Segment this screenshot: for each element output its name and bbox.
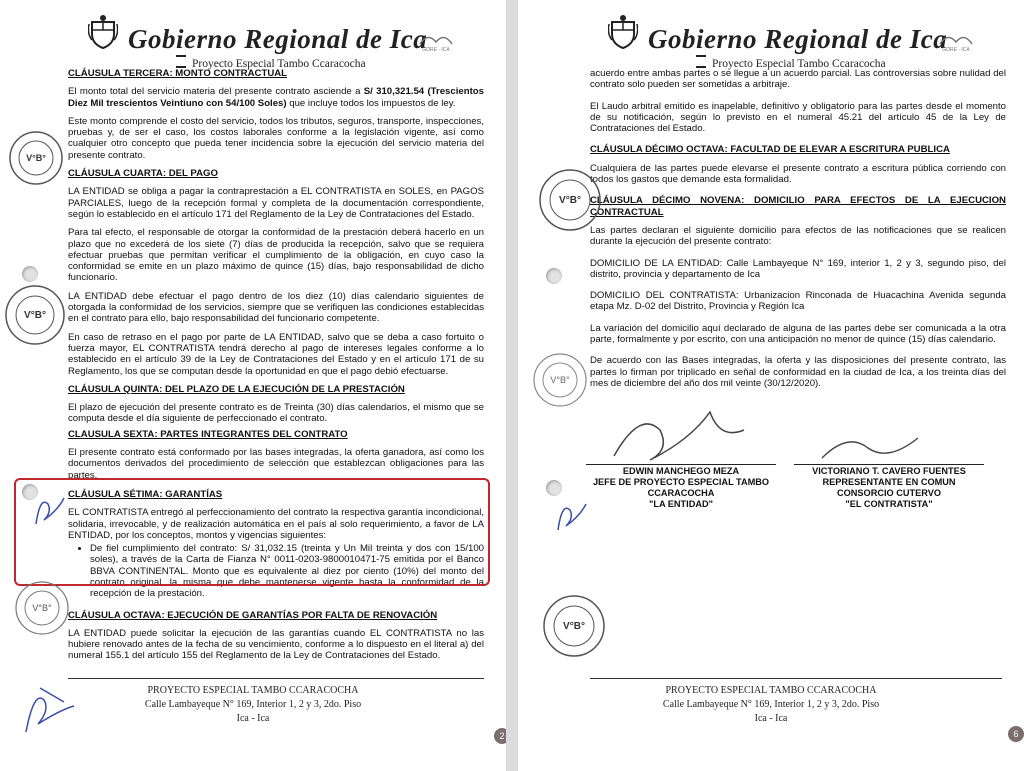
paragraph: El presente contrato está conformado por las bases integradas, la oferta ganadora, así como los documentos derivados del procedimiento de selección que establezcan obligaciones para las partes.	[68, 447, 484, 481]
list-item: • De fiel cumplimiento del contrato: S/ 31,032.15 (treinta y Un Mil treinta y dos con 15/100 soles), a través de la Carta de Fianza N° 0011-0203-9800010471-75 emitida por el Banco BBVA CONTINENTAL. Monto que es equivalente al diez por ciento (10%) del monto del contrato original, la misma que debe mantenerse vigente hasta la conformidad de la recepción de la prestación.	[90, 543, 484, 599]
footer-line: PROYECTO ESPECIAL TAMBO CCARACOCHA	[665, 685, 877, 696]
signer-name: EDWIN MANCHEGO MEZA	[622, 466, 740, 476]
signature-line	[586, 464, 776, 465]
vobo-text: V°B°	[550, 375, 570, 385]
paragraph: DOMICILIO DE LA ENTIDAD: Calle Lambayeque N° 169, interior 1, 2 y 3, segundo piso, del distrito, provincia y departamento de Ica	[590, 257, 1006, 280]
footer-line: Calle Lambayeque N° 169, Interior 1, 2 y 3, 2do. Piso	[144, 699, 362, 710]
signer-party: "LA ENTIDAD"	[648, 499, 713, 509]
header-title: Gobierno Regional de Ica	[128, 24, 428, 54]
page-header	[518, 10, 1024, 70]
paragraph: EL CONTRATISTA entregó al perfeccionamiento del contrato la respectiva garantía incondicional, solidaria, irrevocable, y de realización automática en el país al solo requerimiento, a favor de LA ENTIDAD, por los conceptos, montos y vigencias siguientes:	[68, 507, 484, 541]
official-seal-stamp-icon	[538, 168, 602, 232]
amount-text: S/ 310,321.54 (Trescientos Diez Mil trescientos Veintiuno con 54/100 Soles)	[68, 86, 484, 109]
heading-clausula-decimo-novena: CLÁUSULA DÉCIMO NOVENA: DOMICILIO PARA EFECTOS DE LA EJECUCION CONTRACTUAL	[590, 195, 1006, 218]
header-subtitle-text: Proyecto Especial Tambo Ccaracocha	[192, 58, 366, 70]
paragraph: De acuerdo con las Bases integradas, la oferta y las disposiciones del presente contrato, las partes lo firman por triplicado en señal de conformidad en la ciudad de Ica, a los treinta días del mes de diciembre del año dos mil veinte (30/12/2020).	[590, 355, 1006, 389]
page-header	[0, 10, 506, 70]
peru-coat-of-arms-icon	[608, 14, 638, 50]
heading-clausula-tercera: CLÁUSULA TERCERA: MONTO CONTRACTUAL	[68, 68, 288, 79]
paragraph: DOMICILIO DEL CONTRATISTA: Urbanizacion Rinconada de Huacachina Avenida segunda etapa Mz. D-02 del Distrito, Provincia y Región Ica	[590, 290, 1006, 313]
header-title: Gobierno Regional de Ica	[648, 24, 948, 54]
signer-block-contratista	[794, 464, 984, 510]
header-subtitle-text: Proyecto Especial Tambo Ccaracocha	[712, 58, 886, 70]
svg-text:GORE · ICA: GORE · ICA	[422, 47, 450, 52]
paragraph: El Laudo arbitral emitido es inapelable, definitivo y obligatorio para las partes desde el momento de su notificación, según lo previsto en el numeral 45.21 del artículo 45 de la Ley de Contrataciones del Estado.	[590, 100, 1006, 135]
heading-clausula-octava: CLÁUSULA OCTAVA: EJECUCIÓN DE GARANTÍAS POR FALTA DE RENOVACIÓN	[68, 609, 438, 621]
signer-role: JEFE DE PROYECTO ESPECIAL TAMBO	[592, 477, 770, 487]
region-logo-icon	[938, 30, 974, 52]
footer-rule	[590, 678, 1002, 679]
paragraph: El plazo de ejecución del presente contrato es de Treinta (30) días calendarios, el mismo que se computa desde el día siguiente de perfeccionado el contrato.	[68, 402, 484, 425]
heading-clausula-cuarta: CLÁUSULA CUARTA: DEL PAGO	[68, 168, 218, 180]
paragraph: Para tal efecto, el responsable de otorgar la conformidad de la prestación deberá hacerlo en un plazo que no excederá de los siete (7) días de producida la recepción, salvo que se requiera efectuar pruebas que permitan verificar el cumplimiento de la obligación, en cuyo caso la conformidad se emite en un plazo máximo de quince (15) días, bajo responsabilidad de dicho funcionario.	[68, 227, 484, 284]
official-seal-stamp-icon	[4, 284, 66, 346]
paragraph: Este monto comprende el costo del servicio, todos los tributos, seguros, transporte, inspecciones, pruebas y, de ser el caso, los costos laborales conforme a la legislación vigente, así como cualquier otro concepto que pueda tener incidencia sobre la ejecución del servicio materia del presente contrato.	[68, 115, 484, 161]
paragraph: LA ENTIDAD debe efectuar el pago dentro de los diez (10) días calendario siguientes de otorgada la conformidad de los servicios, siempre que se verifiquen las condiciones establecidas en el contrato para ello, bajo responsabilidad del funcionario competente.	[68, 290, 484, 325]
peru-coat-of-arms-icon	[88, 14, 118, 50]
vobo-text: V°B°	[24, 310, 46, 321]
heading-clausula-quinta: CLÁUSULA QUINTA: DEL PLAZO DE LA EJECUCIÓN DE LA PRESTACIÓN	[68, 383, 405, 395]
signer-party: "EL CONTRATISTA"	[845, 499, 933, 509]
paragraph: Las partes declaran el siguiente domicilio para efectos de las notificaciones que se realicen durante la ejecución del presente contrato:	[590, 224, 1006, 248]
paragraph: Cualquiera de las partes puede elevarse el presente contrato a escritura pública corriendo con todos los gastos que demande esta formalidad.	[590, 162, 1006, 186]
signature-line	[794, 464, 984, 465]
footer-line: Ica - Ica	[236, 713, 270, 724]
signer-role: CONSORCIO CUTERVO	[837, 488, 941, 498]
punch-hole	[546, 480, 562, 496]
highlight-box-garantias	[14, 478, 490, 586]
handwritten-signature-icon	[818, 428, 928, 468]
official-seal-stamp-icon	[542, 594, 606, 658]
paragraph: La variación del domicilio aquí declarado de alguna de las partes debe ser comunicada a la otra parte, formalmente y por escrito, con una anticipación no menor de quince (15) días calendario.	[590, 322, 1006, 346]
signer-block-entidad	[586, 464, 776, 510]
handwritten-signature-icon	[610, 400, 750, 470]
footer-rule	[68, 678, 484, 679]
region-logo-icon	[418, 30, 454, 52]
contract-page-left	[0, 0, 506, 771]
signer-role: CCARACOCHA	[647, 488, 715, 498]
page-number: 2	[494, 728, 506, 744]
footer-line: Calle Lambayeque N° 169, Interior 1, 2 y 3, 2do. Piso	[662, 699, 880, 710]
punch-hole	[22, 266, 38, 282]
handwritten-initials-icon	[30, 490, 70, 530]
text: El monto total del servicio materia del presente contrato asciende a	[68, 86, 364, 98]
project-logo-icon	[176, 55, 186, 68]
project-logo-icon	[696, 55, 706, 68]
signer-role: REPRESENTANTE EN COMUN	[822, 477, 956, 487]
official-seal-stamp-icon	[532, 352, 588, 408]
signer-name: VICTORIANO T. CAVERO FUENTES	[812, 466, 966, 476]
svg-text:GORE · ICA: GORE · ICA	[942, 47, 970, 52]
paragraph	[68, 86, 484, 109]
paragraph: acuerdo entre ambas partes o se llegue a un acuerdo parcial. Las controversias sobre nulidad del contrato solo pueden ser sometidas a arbitraje.	[590, 68, 1006, 91]
official-seal-stamp-icon	[8, 130, 64, 186]
vobo-text: V°B°	[32, 603, 52, 613]
page-footer	[0, 678, 506, 726]
page-number: 6	[1008, 726, 1024, 742]
paragraph: En caso de retraso en el pago por parte de LA ENTIDAD, salvo que se deba a caso fortuito o fuerza mayor, EL CONTRATISTA tendrá derecho al pago de intereses legales conforme a lo establecido en el artículo 39 de la Ley de Contrataciones del Estado y en el artículo 171 de su Reglamento, los que se computan desde la oportunidad en que el pago debió efectuarse.	[68, 331, 484, 377]
heading-clausula-setima: CLÁUSULA SÉTIMA: GARANTÍAS	[68, 488, 223, 500]
footer-line: Ica - Ica	[754, 713, 788, 724]
page-footer	[518, 678, 1024, 726]
paragraph: LA ENTIDAD puede solicitar la ejecución de las garantías cuando EL CONTRATISTA no las hubiere renovado antes de la fecha de su vencimiento, conforme a lo dispuesto en el literal a) del numeral 155.1 del artículo 155 del Reglamento de la Ley de Contrataciones del Estado.	[68, 627, 484, 662]
vobo-text: V°B°	[26, 153, 46, 163]
punch-hole	[546, 268, 562, 284]
official-seal-stamp-icon	[14, 580, 70, 636]
text: que incluye todos los impuestos de ley.	[286, 97, 456, 109]
contract-page-right	[518, 0, 1024, 771]
paragraph: LA ENTIDAD se obliga a pagar la contraprestación a EL CONTRATISTA en SOLES, en PAGOS PARCIALES, luego de la recepción formal y completa de la documentación correspondiente, según lo establecido en el artículo 171 del Reglamento de la Ley de Contrataciones del Estado.	[68, 186, 484, 220]
vobo-text: V°B°	[563, 621, 585, 632]
right-page-body	[590, 68, 1006, 396]
heading-clausula-decimo-octava: CLÁUSULA DÉCIMO OCTAVA: FACULTAD DE ELEVAR A ESCRITURA PUBLICA	[590, 144, 950, 156]
vobo-text: V°B°	[559, 195, 581, 206]
footer-line: PROYECTO ESPECIAL TAMBO CCARACOCHA	[147, 685, 359, 696]
heading-clausula-sexta: CLAUSULA SEXTA: PARTES INTEGRANTES DEL CONTRATO	[68, 428, 348, 440]
